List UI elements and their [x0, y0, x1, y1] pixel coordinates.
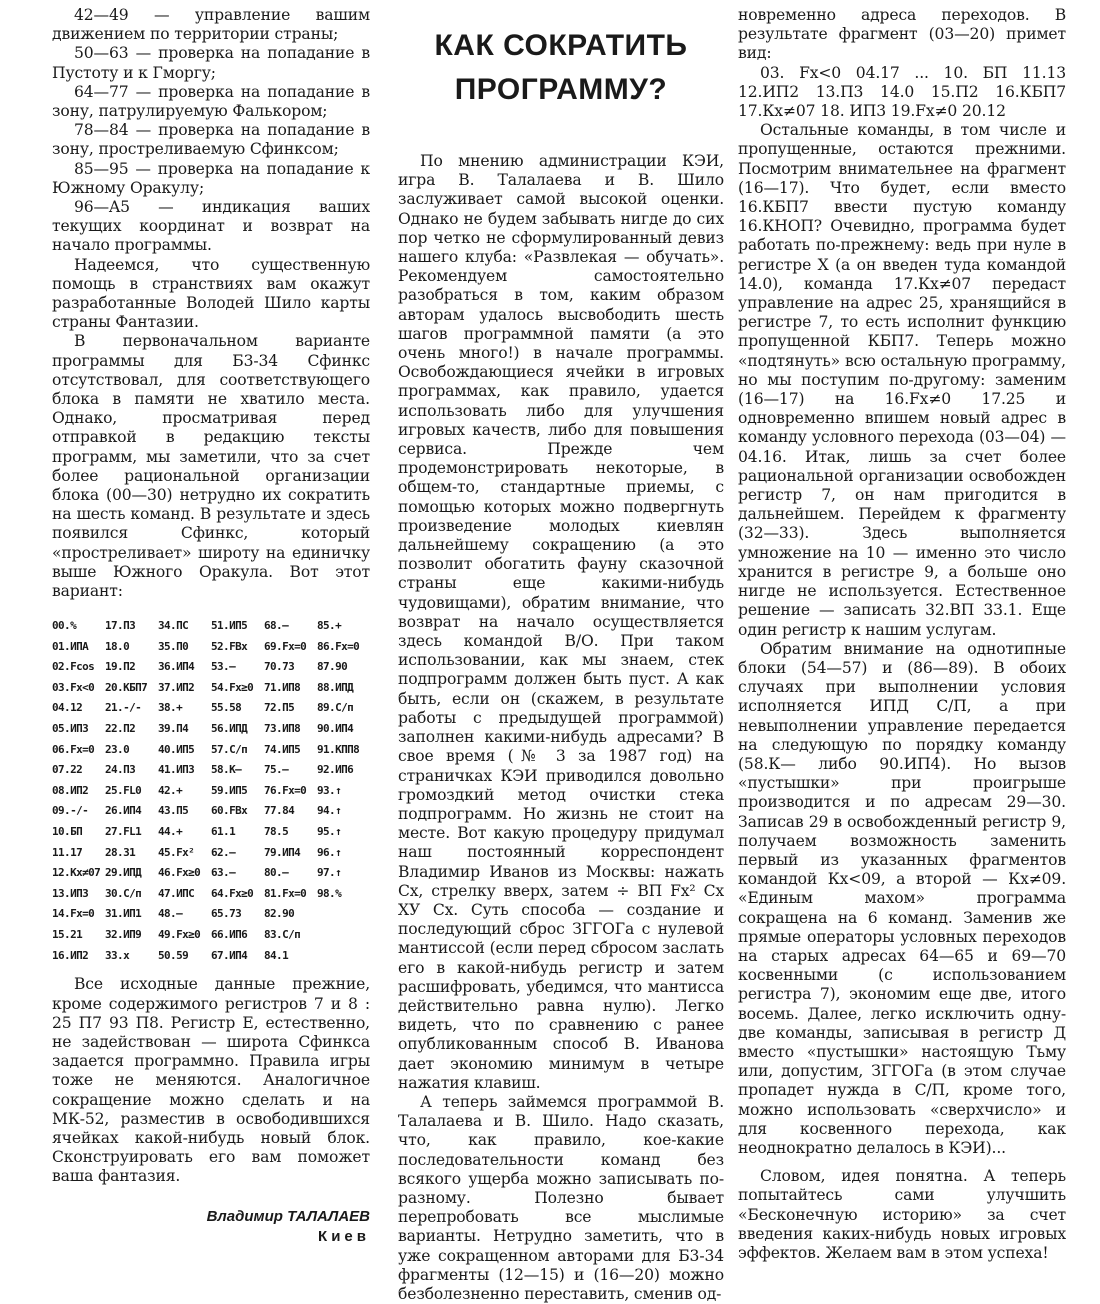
listing-row	[52, 842, 370, 863]
listing-cell: 92.ИП6	[317, 763, 354, 777]
listing-cell: 94.↑	[317, 804, 342, 818]
listing-cell: 09.-/-	[52, 804, 89, 818]
listing-cell: 56.ИПД	[211, 722, 248, 736]
listing-cell: 55.58	[211, 701, 242, 715]
listing-cell: 87.90	[317, 660, 348, 674]
signature	[52, 1207, 370, 1247]
listing-cell: 40.ИП5	[158, 742, 195, 756]
listing-cell: 19.П2	[105, 660, 136, 674]
listing-cell	[317, 945, 370, 966]
listing-cell: 12.Кх≠07	[52, 866, 101, 880]
column-left	[52, 6, 370, 1247]
listing-cell: 83.С/п	[264, 928, 301, 941]
listing-cell: 59.ИП5	[211, 783, 248, 797]
listing-cell: 35.П0	[158, 639, 189, 653]
listing-cell: 98.%	[317, 886, 342, 900]
title-line: ПРОГРАММУ?	[454, 73, 668, 106]
listing-cell: 33.x	[105, 948, 130, 962]
listing-cell: 66.ИП6	[211, 928, 248, 941]
paragraph: По мнению администрации КЭИ, игра В. Талалаева и В. Шило заслуживает самой высокой оценки. Однако не будем забывать нигде до сих пор четко не сформулированный девиз нашего клуба: «Развлекая — обучать». Рекомендуем самостоятельно разобраться в том, каким образом авторам удалось высвободить шесть шагов программной памяти (а это очень много!) в начале программы. Освобождающиеся ячейки в игровых программах, как правило, удается использовать либо для улучшения игровых качеств, либо для повышения сервиса. Прежде чем продемонстрировать некоторые, в общем-то, стандартные приемы, с помощью которых можно подвергнуть произведение молодых киевлян дальнейшему сокращению (а это позволит обогатить фауну сказочной страны еще какими-нибудь чудовищами), обратим внимание, что возврат на начало осуществляется здесь командой В/О. При таком использовании, как мы знаем, стек подпрограмм должен быть пуст. А как быть, если он (скажем, в результате работы с предыдущей программой) заполнен какими-нибудь адресами? В свое время (№ 3 за 1987 год) на страничках КЭИ приводился довольно громоздкий метод очистки стека подпрограмм. Но жизнь не стоит на месте. Вот какую процедуру придумал наш постоянный корреспондент Владимир Иванов из Москвы: нажать Сх, стрелку вверх, затем ÷ ВП Fx² Сх ХУ Сх. Суть способа — создание и последующий сброс ЗГГОГа с нулевой мантиссой (если перед сбросом заслать его в какой-нибудь регистр и затем расшифровать, убедимся, что мантисса действительно равна нулю). Легко видеть, что по сравнению с ранее опубликованным способ В. Иванова дает экономию минимум в четыре нажатия клавиш.	[398, 152, 724, 1092]
listing-cell: 44.+	[158, 825, 183, 839]
listing-cell: 47.ИПС	[158, 886, 195, 900]
listing-cell: 89.С/п	[317, 701, 354, 715]
listing-cell: 32.ИП9	[105, 928, 142, 941]
listing-cell: 63.—	[211, 866, 236, 880]
listing-cell: 72.П5	[264, 701, 295, 715]
listing-cell	[317, 904, 370, 925]
listing-cell: 43.П5	[158, 804, 189, 818]
listing-cell: 60.FВх	[211, 804, 248, 818]
listing-cell: 90.ИП4	[317, 722, 354, 736]
listing-cell: 30.С/п	[105, 886, 142, 900]
listing-cell: 23.0	[105, 742, 130, 756]
listing-cell: 17.П3	[105, 619, 136, 633]
code-fragment: 03. Fx<0 04.17 ... 10. БП 11.13 12.ИП2 13.П3 14.0 15.П2 16.КБП7 17.Кх≠07 18. ИП3 19.Fx≠0 20.12	[738, 63, 1066, 121]
author-city: Киев	[318, 1227, 370, 1245]
listing-cell: 41.ИП3	[158, 763, 195, 777]
listing-row	[52, 718, 370, 739]
listing-row	[52, 862, 370, 883]
listing-cell: 00.%	[52, 619, 77, 633]
listing-row	[52, 636, 370, 657]
program-listing	[52, 615, 370, 965]
listing-cell: 77.84	[264, 804, 295, 818]
listing-row	[52, 677, 370, 698]
listing-cell: 69.Fx=0	[264, 639, 307, 653]
list-item: 78—84 — проверка на попадание в зону, простреливаемую Сфинксом;	[52, 121, 370, 159]
article-title	[398, 24, 724, 112]
listing-cell: 68.—	[264, 619, 289, 633]
listing-cell: 48.—	[158, 907, 183, 921]
listing-cell: 91.КПП8	[317, 742, 360, 756]
author-name: Владимир ТАЛАЛАЕВ	[206, 1207, 370, 1225]
listing-cell: 50.59	[158, 948, 189, 962]
listing-cell: 31.ИП1	[105, 907, 142, 921]
listing-cell: 45.Fx²	[158, 845, 195, 859]
listing-cell: 52.FВх	[211, 639, 248, 653]
listing-cell: 16.ИП2	[52, 948, 89, 962]
paragraph: А теперь займемся программой В. Талалаева и В. Шило. Надо сказать, что, как правило, кое-какие последовательности команд без всякого ущерба можно записывать по-разному. Полезно бывает перепробовать все мыслимые варианты. Нетрудно заметить, что в уже сокращенном авторами для Б3-34 фрагменты (12—15) и (16—20) можно безболезненно переставить, сменив од-	[398, 1092, 724, 1303]
listing-row	[52, 739, 370, 760]
listing-cell: 73.ИП8	[264, 722, 301, 736]
list-item: 64—77 — проверка на попадание в зону, патрулируемую Фалькором;	[52, 82, 370, 121]
listing-cell: 64.Fx≥0	[211, 886, 254, 900]
listing-cell	[317, 924, 370, 945]
listing-cell: 46.Fx≥0	[158, 866, 201, 880]
listing-row	[52, 759, 370, 780]
listing-cell: 78.5	[264, 825, 289, 839]
listing-cell: 51.ИП5	[211, 619, 248, 633]
listing-cell: 01.ИПА	[52, 639, 89, 653]
column-middle	[398, 6, 724, 1304]
listing-cell: 05.ИП3	[52, 722, 89, 736]
listing-cell: 25.FL0	[105, 783, 142, 797]
listing-cell: 24.П3	[105, 763, 136, 777]
paragraph: Словом, идея понятна. А теперь попытайтесь сами улучшить «Бесконечную историю» за счет введения каких-нибудь новых игровых эффектов. Желаем вам в этом успеха!	[738, 1167, 1066, 1262]
listing-cell: 11.17	[52, 845, 83, 859]
list-item: 42—49 — управление вашим движением по территории страны;	[52, 6, 370, 44]
listing-row	[52, 780, 370, 801]
listing-cell: 07.22	[52, 763, 83, 777]
listing-row	[52, 698, 370, 719]
listing-row	[52, 615, 370, 636]
listing-cell: 58.К—	[211, 763, 242, 777]
paragraph: Обратим внимание на однотипные блоки (54—57) и (86—89). В обоих случаях при выполнении условия исполняется ИПД С/П, а при невыполнении управление передается на следующую по порядку команду (58.К— либо 90.ИП4). Но вызов «пустышки» при проигрыше производится и по адресам 29—30. Записав 29 в освобожденный регистр 9, получаем возможность заменить первый из указанных фрагментов командой Кх<09, а второй — Кх≠09. «Единым махом» программа сокращена на 6 команд. Заменив же прямые операторы условных переходов на старых адресах 64—65 и 69—70 косвенными (с использованием регистра 7), экономим еще две, итого восемь. Далее, легко исключить одну-две команды, записывая в регистр Д вместо «пустышки» настоящую Тьму или, допустим, ЗГГОГа (в этом случае пропадет нужда в С/П, кроме того, можно использовать «сверхчисло» и для косвенного перехода, как неоднократно делалось в КЭИ)...	[738, 639, 1066, 1157]
listing-cell: 93.↑	[317, 783, 342, 797]
listing-cell: 08.ИП2	[52, 783, 89, 797]
paragraph: В первоначальном варианте программы для Б3-34 Сфинкс отсутствовал, для соответствующего блока в памяти не хватило места. Однако, просматривая перед отправкой в редакцию тексты программ, мы заметили, что за счет более рациональной организации блока (00—30) нетрудно их сократить на шесть команд. В результате и здесь появился Сфинкс, который «простреливает» широту на единичку выше Южного Оракула. Вот этот вариант:	[52, 332, 370, 601]
listing-cell: 04.12	[52, 701, 83, 715]
listing-cell: 20.КБП7	[105, 680, 148, 694]
listing-cell: 95.↑	[317, 825, 342, 839]
listing-cell: 29.ИПД	[105, 866, 142, 880]
paragraph: Надеемся, что существенную помощь в странствиях вам окажут разработанные Володей Шило карты страны Фантазии.	[52, 255, 370, 332]
listing-cell: 97.↑	[317, 866, 342, 880]
listing-cell: 13.ИП3	[52, 886, 89, 900]
listing-cell: 82.90	[264, 907, 295, 921]
listing-cell: 53.—	[211, 660, 236, 674]
listing-cell: 57.С/п	[211, 742, 248, 756]
listing-cell: 96.↑	[317, 845, 342, 859]
listing-cell: 85.+	[317, 619, 342, 633]
listing-cell: 15.21	[52, 928, 83, 941]
listing-cell: 61.1	[211, 825, 236, 839]
listing-row	[52, 904, 370, 925]
listing-cell: 54.Fx≥0	[211, 680, 254, 694]
listing-cell: 74.ИП5	[264, 742, 301, 756]
paragraph: Все исходные данные прежние, кроме содержимого регистров 7 и 8 : 25 П7 93 П8. Регистр Е, естественно, не задействован — широта Сфинкса задается программно. Правила игры тоже не меняются. Аналогичное сокращение можно сделать и на МК-52, разместив в освободившихся ячейках какой-нибудь новый блок. Сконструировать его вам поможет ваша фантазия.	[52, 975, 370, 1186]
listing-cell: 21.-/-	[105, 701, 142, 715]
listing-cell: 22.П2	[105, 722, 136, 736]
listing-cell: 79.ИП4	[264, 845, 301, 859]
listing-row	[52, 821, 370, 842]
listing-cell: 36.ИП4	[158, 660, 195, 674]
listing-cell: 75.—	[264, 763, 289, 777]
listing-cell: 80.—	[264, 866, 289, 880]
listing-cell: 42.+	[158, 783, 183, 797]
listing-row	[52, 656, 370, 677]
listing-cell: 02.Fcos	[52, 660, 95, 674]
list-item: 50—63 — проверка на попадание в Пустоту и к Гморгу;	[52, 44, 370, 82]
listing-cell: 39.П4	[158, 722, 189, 736]
listing-cell: 37.ИП2	[158, 680, 195, 694]
listing-row	[52, 924, 370, 945]
listing-cell: 88.ИПД	[317, 680, 354, 694]
listing-cell: 71.ИП8	[264, 680, 301, 694]
column-right	[738, 6, 1066, 1263]
listing-cell: 67.ИП4	[211, 948, 248, 962]
listing-row	[52, 801, 370, 822]
listing-cell: 06.Fx=0	[52, 742, 95, 756]
listing-cell: 34.ПС	[158, 619, 189, 633]
listing-row	[52, 883, 370, 904]
listing-cell: 49.Fx≥0	[158, 928, 201, 941]
listing-cell: 81.Fx=0	[264, 886, 307, 900]
listing-cell: 14.Fx=0	[52, 907, 95, 921]
title-line: КАК СОКРАТИТЬ	[434, 29, 688, 62]
listing-cell: 26.ИП4	[105, 804, 142, 818]
listing-cell: 65.73	[211, 907, 242, 921]
listing-cell: 38.+	[158, 701, 183, 715]
listing-cell: 18.0	[105, 639, 130, 653]
listing-cell: 10.БП	[52, 825, 83, 839]
list-item: 85—95 — проверка на попадание к Южному Оракулу;	[52, 159, 370, 197]
listing-cell: 28.31	[105, 845, 136, 859]
listing-cell: 76.Fx=0	[264, 783, 307, 797]
listing-cell: 70.73	[264, 660, 295, 674]
list-item: 96—A5 — индикация ваших текущих координат и возврат на начало программы.	[52, 198, 370, 255]
listing-cell: 27.FL1	[105, 825, 142, 839]
listing-row	[52, 945, 370, 966]
listing-cell: 62.—	[211, 845, 236, 859]
paragraph: новременно адреса переходов. В результате фрагмент (03—20) примет вид:	[738, 6, 1066, 63]
listing-cell: 03.Fx<0	[52, 680, 95, 694]
listing-cell: 86.Fx=0	[317, 639, 360, 653]
listing-cell: 84.1	[264, 948, 289, 962]
paragraph: Остальные команды, в том числе и пропущенные, остаются прежними. Посмотрим внимательнее на фрагмент (16—17). Что будет, если вместо 16.КБП7 ввести пустую команду 16.КНОП? Очевидно, программа будет работать по-прежнему: ведь при нуле в регистре Х (а он введен туда командой 14.0), команда 17.Кх≠07 передаст управление на адрес 25, хранящийся в регистре 7, то есть исполнит функцию пропущенной КБП7. Теперь можно «подтянуть» всю остальную программу, но мы поступим по-другому: заменим (16—17) на 16.Fx≠0 17.25 и одновременно впишем новый адрес в команду условного перехода (03—04) — 04.16. Итак, лишь за счет более рациональной организации освобожден регистр 7, он нам пригодится в дальнейшем. Перейдем к фрагменту (32—33). Здесь выполняется умножение на 10 — именно это число хранится в регистре 9, а больше оно нигде не используется. Естественное решение — записать 32.ВП 33.1. Еще один регистр к нашим услугам.	[738, 121, 1066, 639]
